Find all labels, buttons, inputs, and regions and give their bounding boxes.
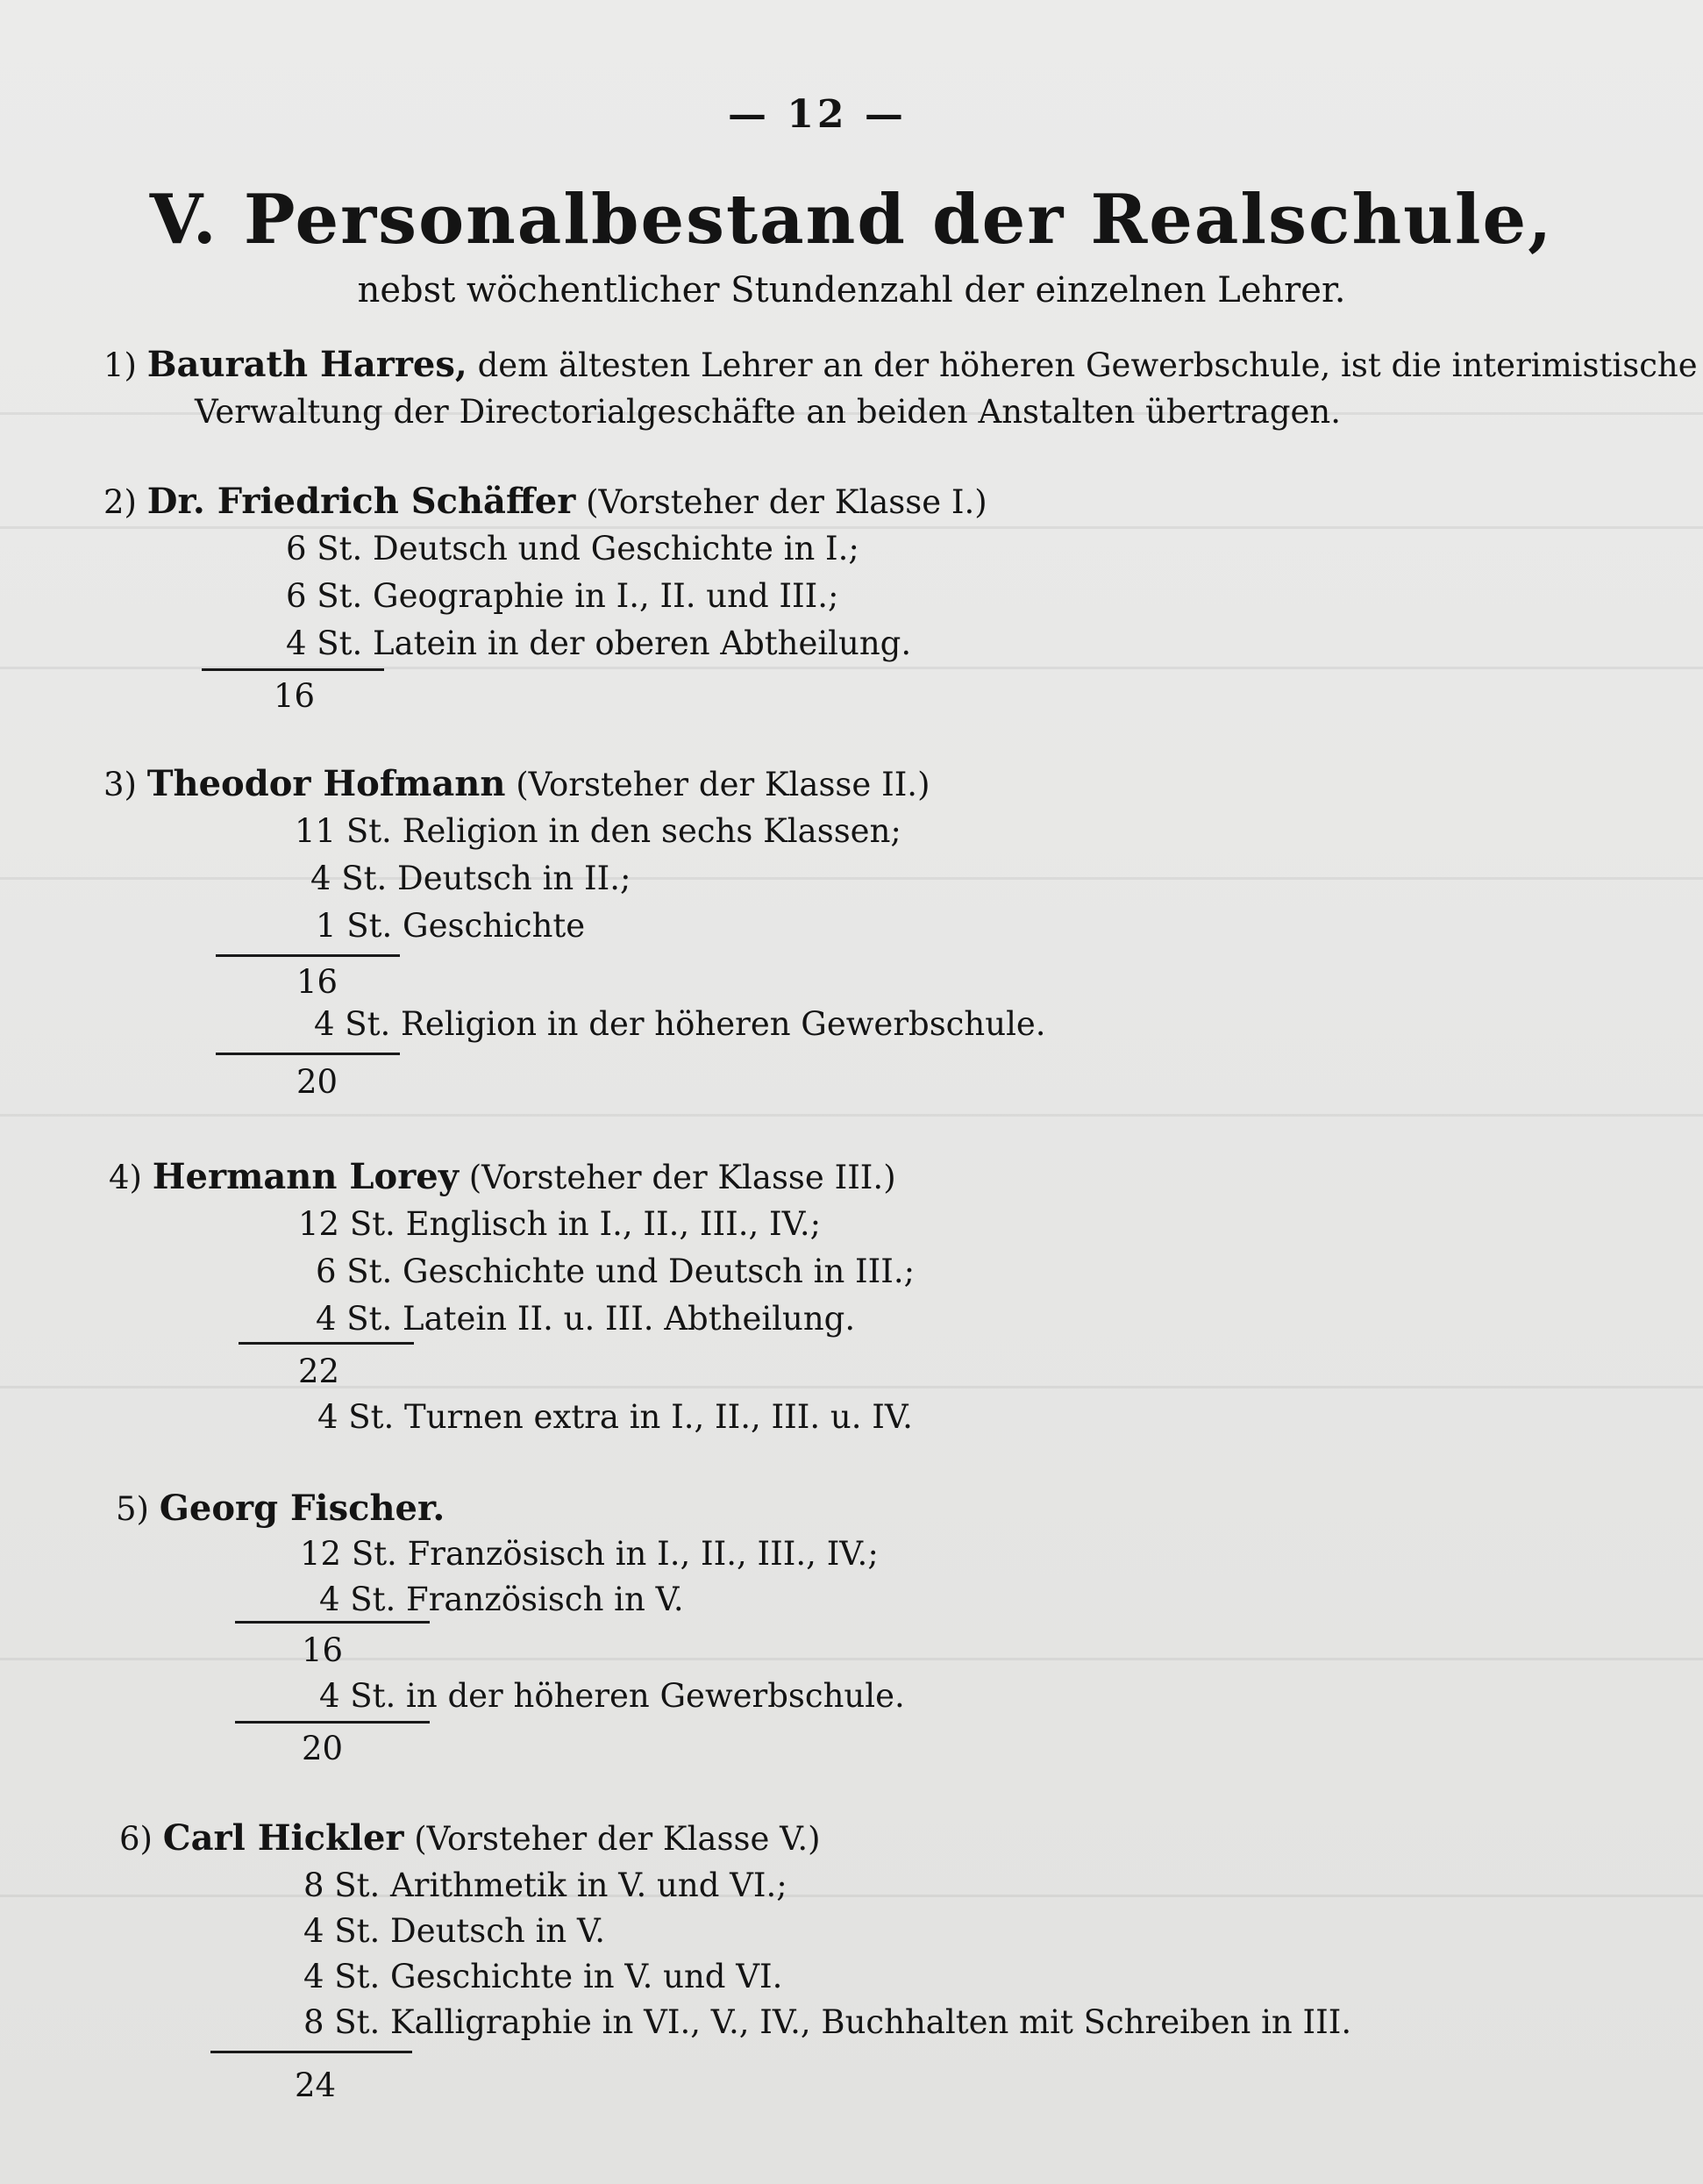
sum-rule xyxy=(216,954,400,957)
teacher-heading xyxy=(119,1817,821,1859)
entry-number: 3) xyxy=(103,766,137,803)
lesson-line: 12 St. Französisch in I., II., III., IV.; xyxy=(300,1535,879,1573)
teacher-heading xyxy=(116,1488,445,1529)
entry-number: 2) xyxy=(103,483,137,521)
entry-number: 5) xyxy=(116,1490,149,1528)
teacher-name: Hermann Lorey xyxy=(152,1156,459,1197)
sum-rule xyxy=(202,668,384,671)
lesson-line: 1 St. Geschichte xyxy=(316,907,586,945)
lesson-line-extra: 4 St. in der höheren Gewerbschule. xyxy=(319,1677,905,1715)
sum-rule xyxy=(235,1721,430,1724)
lesson-line: 11 St. Religion in den sechs Klassen; xyxy=(295,812,901,850)
lesson-line: 6 St. Geschichte und Deutsch in III.; xyxy=(316,1253,916,1290)
teacher-role: (Vorsteher der Klasse I.) xyxy=(586,483,987,521)
sum-rule xyxy=(216,1053,400,1055)
show-through xyxy=(0,526,1703,529)
hours-total: 24 xyxy=(295,2066,337,2104)
teacher-heading xyxy=(109,1156,896,1197)
sum-rule xyxy=(235,1621,430,1624)
teacher-name: Dr. Friedrich Schäffer xyxy=(146,481,576,522)
lesson-line: 8 St. Arithmetik in V. und VI.; xyxy=(303,1866,787,1904)
entry-number: 4) xyxy=(109,1159,142,1196)
intro-line-2: Verwaltung der Directorialgeschäfte an beiden Anstalten übertragen. xyxy=(195,393,1342,431)
hours-subtotal: 16 xyxy=(302,1631,344,1669)
hours-total: 20 xyxy=(302,1730,344,1767)
teacher-name: Georg Fischer. xyxy=(159,1488,445,1529)
lesson-line: 4 St. Deutsch in V. xyxy=(303,1912,606,1950)
show-through xyxy=(0,1658,1703,1660)
lesson-line: 6 St. Deutsch und Geschichte in I.; xyxy=(286,530,859,567)
lesson-line: 4 St. Deutsch in II.; xyxy=(310,860,631,897)
page-number: — 12 — xyxy=(728,92,907,137)
lesson-line-extra: 4 St. Turnen extra in I., II., III. u. IV. xyxy=(317,1398,913,1436)
entry-number: 6) xyxy=(119,1820,153,1858)
lesson-line: 12 St. Englisch in I., II., III., IV.; xyxy=(298,1205,822,1243)
teacher-heading xyxy=(103,481,987,522)
show-through xyxy=(0,1386,1703,1388)
teacher-name: Carl Hickler xyxy=(162,1817,404,1859)
lesson-line: 8 St. Kalligraphie in VI., V., IV., Buchhalten mit Schreiben in III. xyxy=(303,2003,1352,2041)
intro-line-1 xyxy=(103,344,1698,385)
lesson-line-extra: 4 St. Religion in der höheren Gewerbschule. xyxy=(314,1005,1046,1043)
lesson-line: 4 St. Geschichte in V. und VI. xyxy=(303,1958,783,1995)
hours-total: 22 xyxy=(298,1353,340,1390)
sum-rule xyxy=(239,1342,414,1345)
intro-text: dem ältesten Lehrer an der höheren Gewerbschule, ist die interimistische xyxy=(477,346,1698,384)
lesson-line: 4 St. Latein in der oberen Abtheilung. xyxy=(286,625,912,662)
sum-rule xyxy=(210,2051,412,2053)
hours-subtotal: 16 xyxy=(296,963,338,1001)
teacher-role: (Vorsteher der Klasse II.) xyxy=(516,766,930,803)
lesson-line: 4 St. Französisch in V. xyxy=(319,1581,684,1618)
teacher-role: (Vorsteher der Klasse V.) xyxy=(414,1820,821,1858)
entry-number: 1) xyxy=(103,346,137,384)
hours-total: 16 xyxy=(274,677,316,715)
hours-total: 20 xyxy=(296,1063,338,1101)
page-title: V. Personalbestand der Realschule, xyxy=(149,180,1554,260)
show-through xyxy=(0,1114,1703,1117)
teacher-name: Theodor Hofmann xyxy=(146,763,506,804)
teacher-name: Baurath Harres, xyxy=(146,344,467,385)
teacher-role: (Vorsteher der Klasse III.) xyxy=(468,1159,896,1196)
teacher-heading xyxy=(103,763,930,804)
show-through xyxy=(0,877,1703,880)
page-subtitle: nebst wöchentlicher Stundenzahl der einzelnen Lehrer. xyxy=(357,270,1346,310)
lesson-line: 4 St. Latein II. u. III. Abtheilung. xyxy=(316,1300,856,1338)
show-through xyxy=(0,1895,1703,1897)
lesson-line: 6 St. Geographie in I., II. und III.; xyxy=(286,577,839,615)
